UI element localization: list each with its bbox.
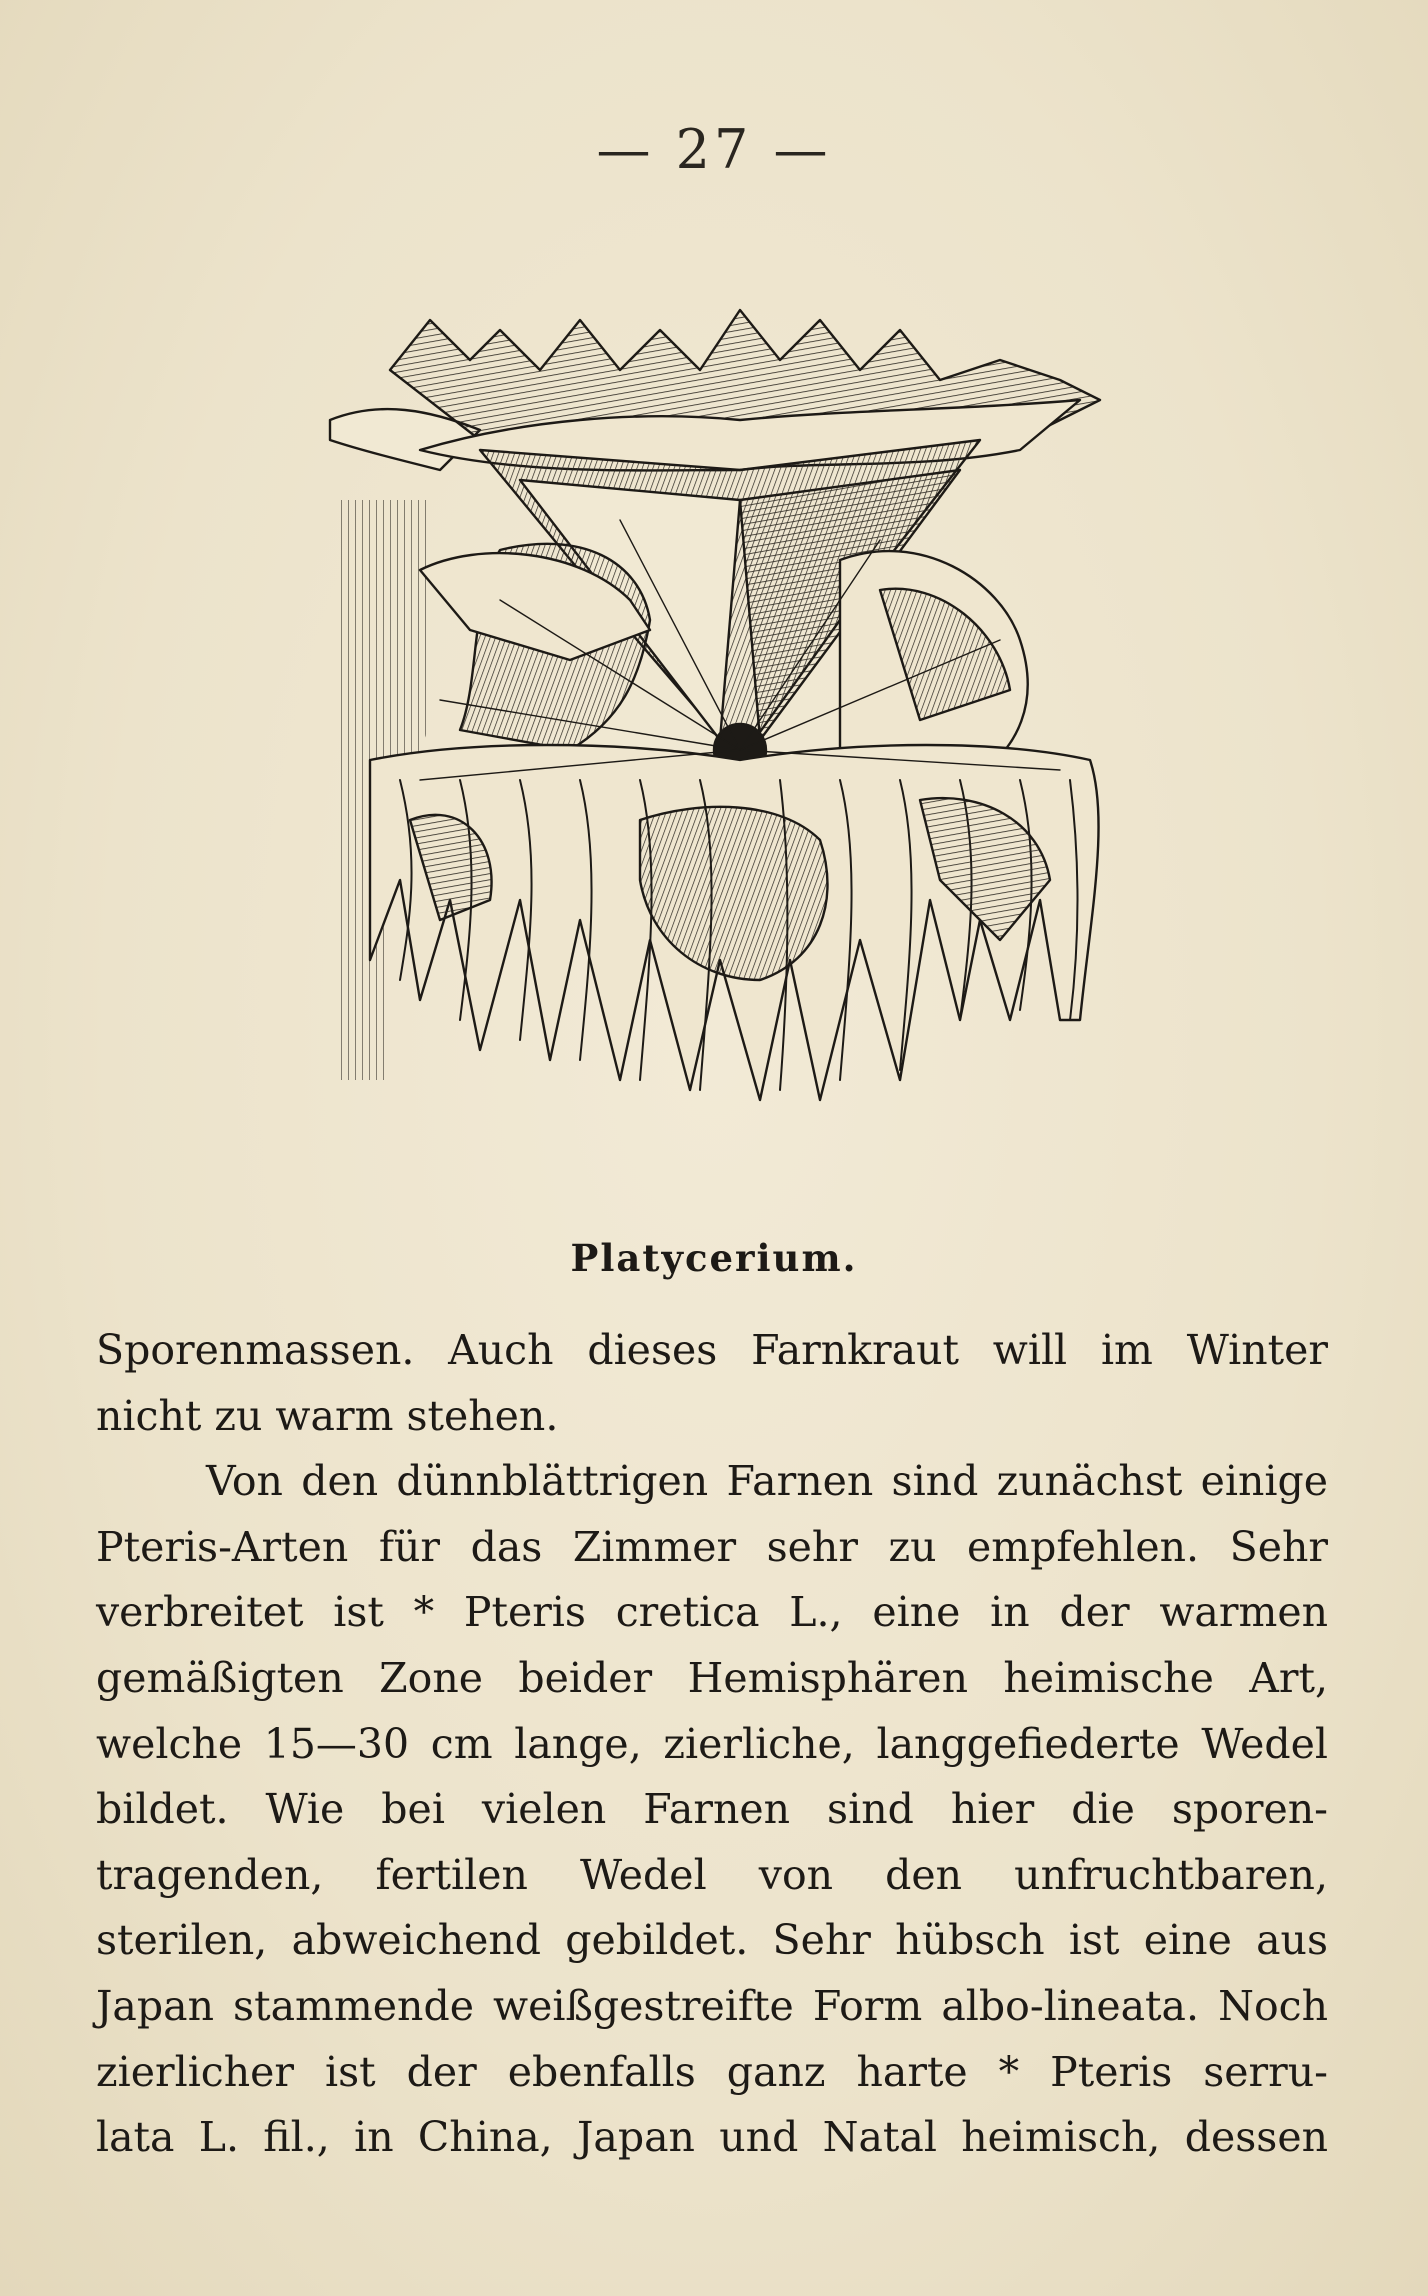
- text-line: zierlicher ist der ebenfalls ganz harte * Pteris serru-: [96, 2047, 1328, 2096]
- text-line: sterilen, abweichend gebildet. Sehr hübsch ist eine aus: [96, 1916, 1328, 1965]
- text-line: Japan stammende weißgestreifte Form albo-lineata. Noch: [96, 1981, 1328, 2030]
- illustration-drawing: [330, 310, 1100, 1100]
- text-line: gemäßigten Zone beider Hemisphären heimische Art,: [96, 1653, 1328, 1702]
- body-text: [96, 1318, 1328, 2171]
- page-number: — 27 —: [596, 118, 832, 181]
- figure-caption: Platycerium.: [570, 1236, 858, 1280]
- text-line: Sporenmassen. Auch dieses Farnkraut will im Winter: [96, 1326, 1328, 1374]
- text-line: nicht zu warm stehen.: [96, 1391, 559, 1440]
- text-line: bildet. Wie bei vielen Farnen sind hier die sporen-: [96, 1785, 1328, 1834]
- text-line: Von den dünnblättrigen Farnen sind zunächst einige: [206, 1457, 1328, 1506]
- text-line: Pteris-Arten für das Zimmer sehr zu empfehlen. Sehr: [96, 1522, 1328, 1571]
- text-line: verbreitet ist * Pteris cretica L., eine in der warmen: [96, 1588, 1328, 1637]
- text-line: welche 15—30 cm lange, zierliche, langgefiederte Wedel: [96, 1719, 1328, 1768]
- text-line: tragenden, fertilen Wedel von den unfruchtbaren,: [96, 1850, 1328, 1899]
- text-line: lata L. fil., in China, Japan und Natal heimisch, dessen: [96, 2113, 1328, 2162]
- platycerium-illustration: [320, 300, 1120, 1230]
